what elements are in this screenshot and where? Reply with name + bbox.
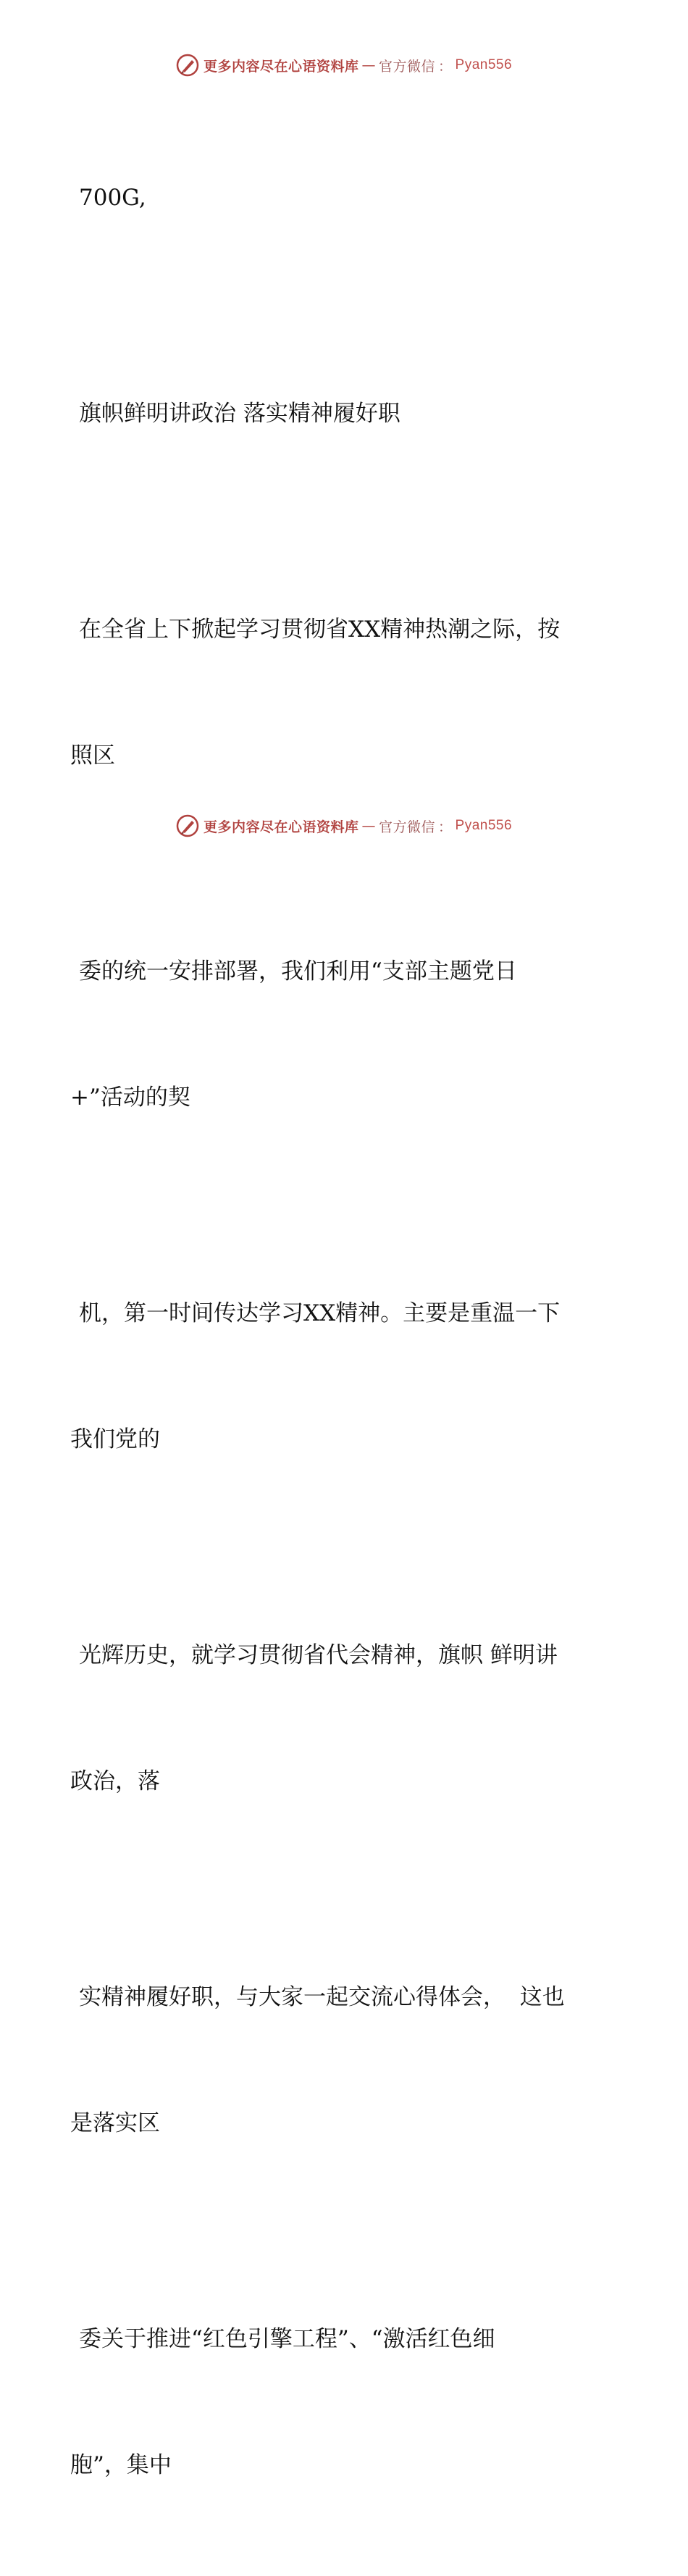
paragraph [70, 309, 621, 519]
paragraph-line-continued: 是落实区 [70, 2110, 160, 2136]
watermark-label: 官方微信 [378, 58, 435, 75]
watermark-colon: ： [438, 58, 453, 75]
paragraph-line-continued: 政治，落 [70, 1768, 160, 1794]
paragraph [70, 2234, 621, 2570]
quill-pen-logo-icon [176, 54, 199, 77]
quill-pen-logo-icon [176, 814, 199, 837]
watermark-brand: 更多内容尽在心语资料库 [203, 819, 359, 835]
document-body [70, 93, 621, 2576]
paragraph-line: 机，第一时间传达学习XX精神。主要是重温一下 [79, 1300, 561, 1326]
paragraph [70, 1208, 621, 1544]
paragraph-line: 在全省上下掀起学习贯彻省XX精神热潮之际，按 [79, 616, 561, 643]
header-watermark [0, 51, 688, 80]
paragraph-line: 委的统一安排部署，我们利用“支部主题党日 [79, 958, 517, 984]
paragraph [70, 866, 621, 1203]
paragraph [70, 1550, 621, 1886]
paragraph-line-continued: +”活动的契 [70, 1084, 190, 1111]
watermark-account: Pyan556 [455, 818, 513, 833]
paragraph-line: 旗帜鲜明讲政治 落实精神履好职 [79, 401, 400, 427]
paragraph-line: 700G, [79, 185, 146, 211]
watermark-brand: 更多内容尽在心语资料库 [203, 58, 359, 75]
paragraph [70, 1892, 621, 2228]
paragraph-line-continued: 我们党的 [70, 1426, 160, 1452]
watermark-colon: ： [438, 819, 453, 835]
paragraph [70, 93, 621, 303]
paragraph-line-continued: 胞”，集中 [70, 2452, 172, 2478]
paragraph-line: 委关于推进“红色引擎工程”、“激活红色细 [79, 2326, 495, 2352]
paragraph-line: 实精神履好职，与大家一起交流心得体会， 这也 [79, 1984, 565, 2010]
footer-watermark [0, 811, 688, 840]
watermark-separator: — [361, 818, 376, 834]
watermark-separator: — [361, 57, 376, 73]
paragraph-line-continued: 照区 [70, 743, 115, 769]
watermark-label: 官方微信 [378, 819, 435, 835]
paragraph-line: 光辉历史，就学习贯彻省代会精神，旗帜 鲜明讲 [79, 1642, 558, 1668]
paragraph [70, 524, 621, 861]
watermark-account: Pyan556 [455, 57, 513, 72]
